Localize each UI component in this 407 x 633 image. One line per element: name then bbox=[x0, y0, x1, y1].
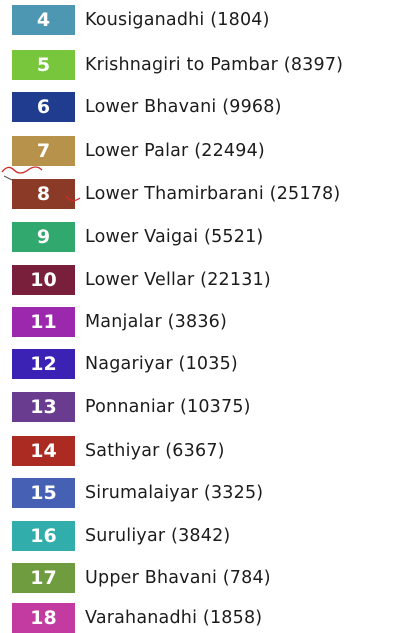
legend-swatch: 16 bbox=[12, 521, 75, 551]
legend-item bbox=[12, 436, 402, 466]
legend-label: Sathiyar (6367) bbox=[85, 441, 225, 461]
legend-swatch: 9 bbox=[12, 222, 75, 252]
legend-label: Sirumalaiyar (3325) bbox=[85, 483, 264, 503]
legend-item bbox=[12, 5, 402, 35]
legend-label: Manjalar (3836) bbox=[85, 312, 228, 332]
legend-item bbox=[12, 307, 402, 337]
legend-label: Krishnagiri to Pambar (8397) bbox=[85, 55, 344, 75]
legend-item bbox=[12, 478, 402, 508]
legend-label: Upper Bhavani (784) bbox=[85, 568, 271, 588]
legend-label: Lower Bhavani (9968) bbox=[85, 97, 282, 117]
legend-label: Suruliyar (3842) bbox=[85, 526, 231, 546]
legend-item bbox=[12, 349, 402, 379]
legend-swatch: 7 bbox=[12, 136, 75, 166]
legend-label: Lower Thamirbarani (25178) bbox=[85, 184, 341, 204]
legend-item bbox=[12, 521, 402, 551]
legend-item bbox=[12, 563, 402, 593]
legend-swatch: 4 bbox=[12, 5, 75, 35]
legend-swatch: 14 bbox=[12, 436, 75, 466]
legend-item bbox=[12, 603, 402, 633]
legend-label: Nagariyar (1035) bbox=[85, 354, 238, 374]
legend-swatch: 15 bbox=[12, 478, 75, 508]
legend-swatch: 5 bbox=[12, 50, 75, 80]
legend-swatch: 11 bbox=[12, 307, 75, 337]
legend-item bbox=[12, 265, 402, 295]
legend-label: Varahanadhi (1858) bbox=[85, 608, 263, 628]
legend-label: Ponnaniar (10375) bbox=[85, 397, 251, 417]
legend-swatch: 12 bbox=[12, 349, 75, 379]
stray-red-mark bbox=[0, 162, 90, 212]
legend-label: Kousiganadhi (1804) bbox=[85, 10, 270, 30]
legend-swatch: 17 bbox=[12, 563, 75, 593]
legend-swatch: 13 bbox=[12, 392, 75, 422]
legend-swatch: 8 bbox=[12, 179, 75, 209]
legend-swatch: 18 bbox=[12, 603, 75, 633]
legend-label: Lower Vellar (22131) bbox=[85, 270, 271, 290]
legend-swatch: 6 bbox=[12, 92, 75, 122]
legend-item bbox=[12, 92, 402, 122]
legend-item bbox=[12, 222, 402, 252]
legend-swatch: 10 bbox=[12, 265, 75, 295]
legend-item bbox=[12, 50, 402, 80]
legend-label: Lower Vaigai (5521) bbox=[85, 227, 264, 247]
legend-item bbox=[12, 392, 402, 422]
legend-label: Lower Palar (22494) bbox=[85, 141, 265, 161]
